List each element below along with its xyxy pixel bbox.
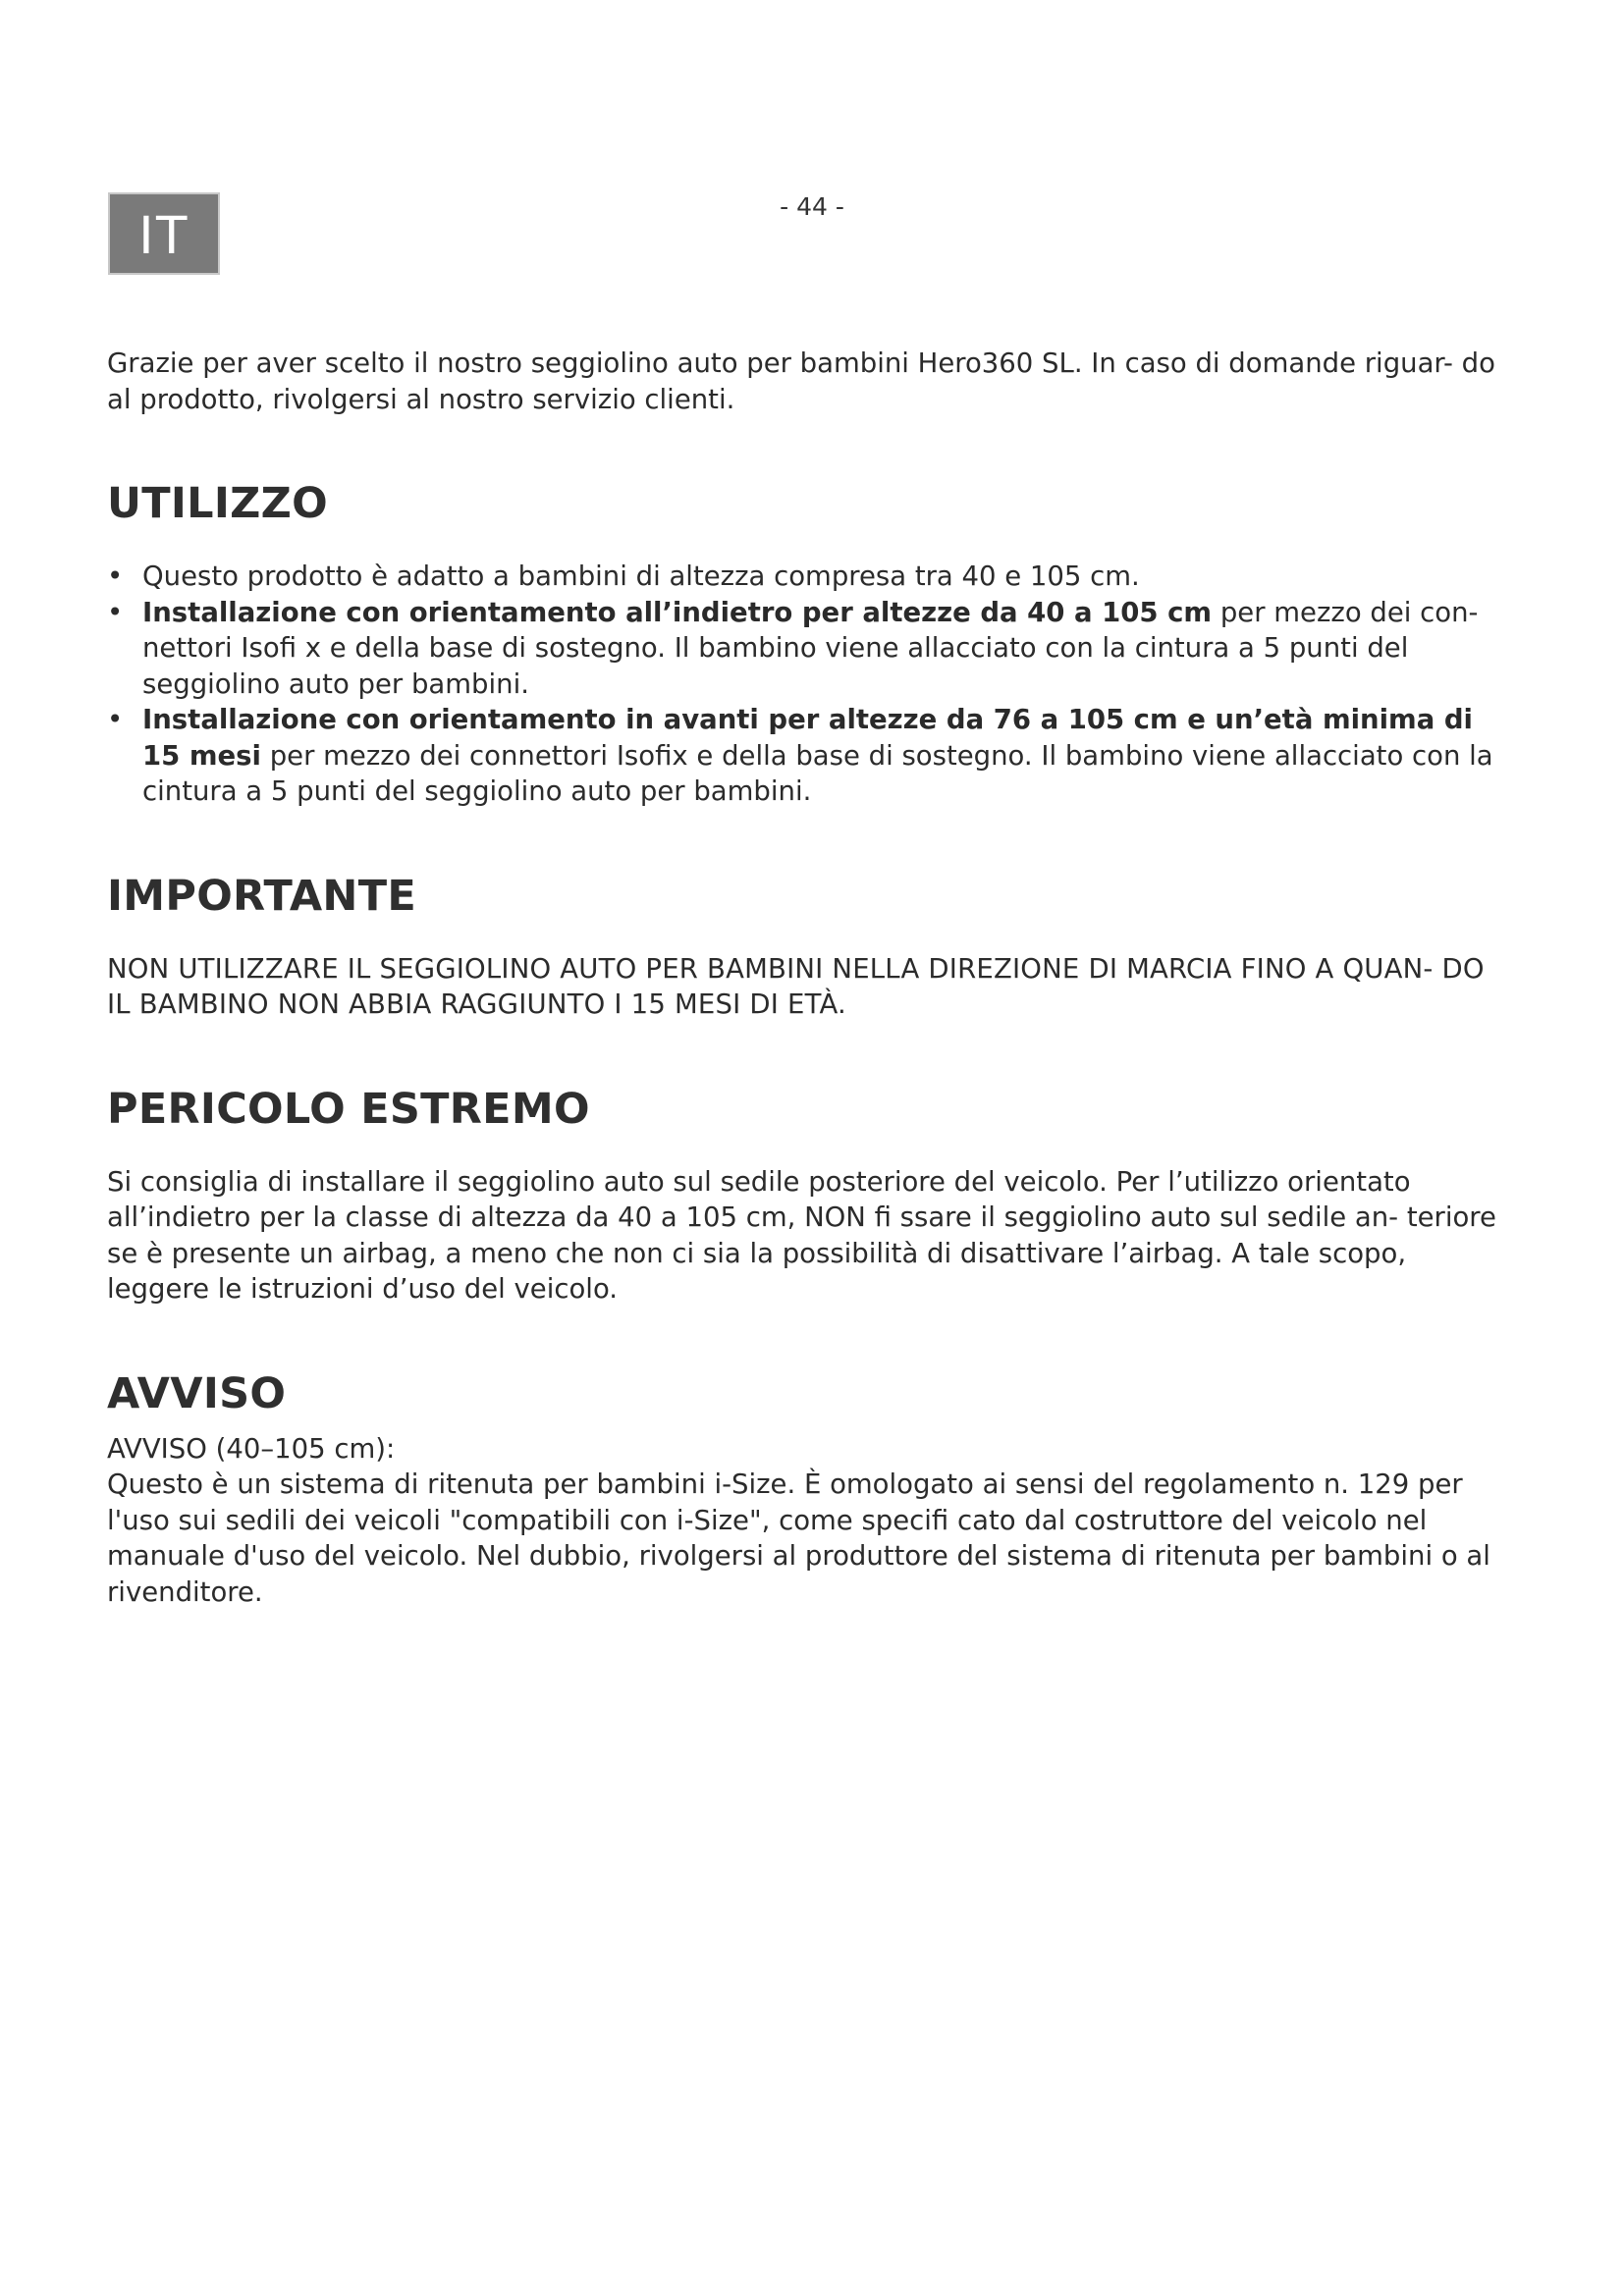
page-number: - 44 - — [780, 192, 844, 221]
language-badge: IT — [108, 192, 220, 275]
section-title-importante: IMPORTANTE — [107, 871, 417, 921]
list-item-text: Questo prodotto è adatto a bambini di altezza compresa tra 40 e 105 cm. — [142, 561, 1140, 592]
section-title-avviso: AVVISO — [107, 1368, 287, 1418]
section-title-utilizzo: UTILIZZO — [107, 479, 328, 528]
list-item — [107, 559, 1501, 595]
importante-text: NON UTILIZZARE IL SEGGIOLINO AUTO PER BAMBINI NELLA DIREZIONE DI MARCIA FINO A QUAN- DO IL BAMBINO NON ABBIA RAGGIUNTO I 15 MESI DI ETÀ. — [107, 952, 1485, 1020]
list-item — [107, 702, 1501, 810]
section-pericolo — [107, 1084, 1501, 1308]
bullet-icon: • — [107, 596, 124, 628]
section-importante — [107, 871, 1501, 1023]
utilizzo-list — [107, 559, 1501, 810]
avviso-text: Questo è un sistema di ritenuta per bambini i-Size. È omologato ai sensi del regolamento n. 129 per l'uso sui sedili dei veicoli "compatibili con i-Size", come specifi cato dal costruttore del veicolo nel manuale d'uso del veicolo. Nel dubbio, rivolgersi al produttore del sistema di ritenuta per bambini o al rivenditore. — [107, 1468, 1490, 1608]
bullet-icon: • — [107, 704, 124, 735]
pericolo-text: Si consiglia di installare il seggiolino auto sul sedile posteriore del veicolo. Per l’utilizzo orientato all’indietro per la classe di altezza da 40 a 105 cm, NON fi ssare il seggiolino auto sul sedile an- teriore se è presente un airbag, a meno che non ci sia la possibilità di disattivare l’airbag. A tale scopo, leggere le istruzioni d’uso del veicolo. — [107, 1165, 1496, 1305]
list-item-text: per mezzo dei connettori Isofix e della base di sostegno. Il bambino viene allacciato con la cintura a 5 punti del seggiolino auto per bambini. — [142, 739, 1493, 807]
section-avviso — [107, 1368, 1501, 1611]
intro-paragraph: Grazie per aver scelto il nostro seggiolino auto per bambini Hero360 SL. In caso di domande riguar- do al prodotto, rivolgersi al nostro servizio clienti. — [107, 347, 1495, 415]
list-item-bold: Installazione con orientamento all’indietro per altezze da 40 a 105 cm — [142, 596, 1213, 628]
section-title-pericolo: PERICOLO ESTREMO — [107, 1084, 590, 1134]
list-item-text: per mezzo dei con- nettori Isofi x e della base di sostegno. Il bambino viene allacciato con la cintura a 5 punti del seggiolino auto per bambini. — [142, 596, 1479, 700]
bullet-icon: • — [107, 561, 124, 592]
document-body — [107, 346, 1501, 1671]
list-item-bold: Installazione con orientamento in avanti per altezze da 76 a 105 cm e un’età minima di 15 mesi — [142, 704, 1473, 772]
avviso-subtitle: AVVISO (40–105 cm): — [107, 1432, 396, 1465]
list-item — [107, 595, 1501, 703]
